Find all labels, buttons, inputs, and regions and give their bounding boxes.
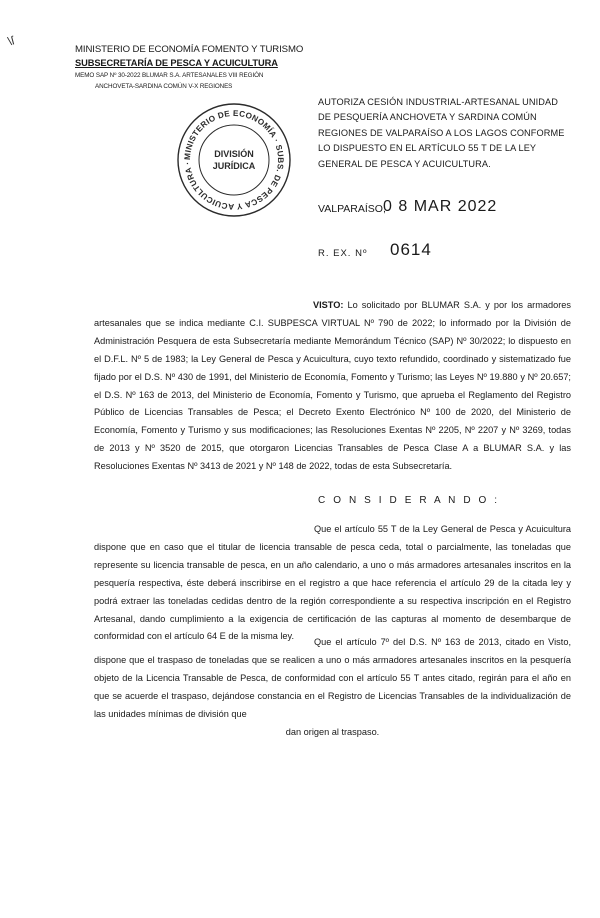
stamp-ring-text: MINISTERIO DE ECONOMÍA · SUBS. DE PESCA Y ACUICULTURA · (182, 108, 286, 212)
visto-paragraph (94, 297, 571, 476)
resolution-title: AUTORIZA CESIÓN INDUSTRIAL-ARTESANAL UNIDAD DE PESQUERÍA ANCHOVETA Y SARDINA COMÚN REGIONES DE VALPARAÍSO A LOS LAGOS CONFORME LO DISPUESTO EN EL ARTÍCULO 55 T DE LA LEY GENERAL DE PESCA Y ACUICULTURA. (318, 97, 565, 169)
corner-handwritten-mark: \ſ (6, 33, 16, 49)
considerando-paragraph-1 (94, 521, 571, 646)
considerando-heading: C O N S I D E R A N D O : (318, 495, 500, 506)
stamp-line1: DIVISIÓN (214, 149, 254, 159)
stamp-outer-ring (178, 104, 290, 216)
resolution-rex-label: R. EX. Nº (318, 248, 368, 259)
ministry-name: MINISTERIO DE ECONOMÍA FOMENTO Y TURISMO (75, 44, 304, 55)
division-juridica-stamp (174, 100, 294, 220)
visto-label: VISTO: (313, 300, 344, 310)
subsecretaria-name: SUBSECRETARÍA DE PESCA Y ACUICULTURA (75, 58, 278, 68)
resolution-rex-number: 0614 (390, 240, 432, 259)
resolution-city: VALPARAÍSO, (318, 203, 386, 215)
considerando-text-2: Que el artículo 7º del D.S. Nº 163 de 2013, citado en Visto, dispone que el traspaso de toneladas que se realicen a uno o más armadores artesanales inscritos en la pesquería objeto de la Licencia Transable de Pesca, de conformidad con el artículo 55 T antes citado, regirán para el año en que se acuerde el traspaso, dejándose constancia en el Registro de Licencias Transables de la individualización de las unidades mínimas de división que (94, 637, 571, 719)
stamp-line2: JURÍDICA (212, 161, 256, 171)
resolution-date: 0 8 MAR 2022 (383, 198, 498, 215)
considerando-text-1: Que el artículo 55 T de la Ley General de Pesca y Acuicultura dispone que en caso que el titular de licencia transable de pesca ceda, total o parcialmente, las toneladas que represente su licencia transable de pesca, en un año calendario, a uno o más armadores artesanales inscritos en la pesquería respectiva, éste deberá inscribirse en el registro a que hace referencia el artículo 29 de la citada ley y podrá extraer las toneladas cedidas dentro de la región correspondiente a su respectiva inscripción en el Registro Artesanal, dando cumplimiento a la exigencia de certificación de las capturas al momento de desembarque de conformidad con el artículo 64 E de la misma ley. (94, 524, 571, 642)
considerando-text-2-last-line: dan origen al traspaso. (285, 726, 380, 737)
memo-reference-line1: MEMO SAP Nº 30-2022 BLUMAR S.A. ARTESANALES VIII REGIÓN (75, 72, 264, 79)
considerando-paragraph-2 (94, 634, 571, 741)
memo-reference-line2: ANCHOVETA-SARDINA COMÚN V-X REGIONES (95, 83, 233, 90)
stamp-inner-ring (199, 125, 269, 195)
visto-text: Lo solicitado por BLUMAR S.A. y por los armadores artesanales que se indica mediante C.I. SUBPESCA VIRTUAL Nº 790 de 2022; lo informado por la División de Administración Pesquera de esta Subsecretaría mediante Memorándum Técnico (SAP) Nº 30/2022; lo dispuesto en el D.F.L. Nº 5 de 1983; la Ley General de Pesca y Acuicultura, cuyo texto refundido, coordinado y sistematizado fue fijado por el D.S. Nº 430 de 1991, del Ministerio de Economía, Fomento y Turismo; las Leyes Nº 19.880 y Nº 20.657; el D.S. Nº 163 de 2013, del Ministerio de Economía, Fomento y Turismo, que aprueba el Reglamento del Registro Público de Licencias Transables de Pesca; el Decreto Exento Electrónico Nº 100 de 2020, del Ministerio de Economía, Fomento y Turismo y sus modificaciones; las Resoluciones Exentas Nº 2205, Nº 2207 y Nº 3269, todas de 2013 y Nº 3520 de 2015, que otorgaron Licencias Transables de Pesca Clase A a BLUMAR S.A. y las Resoluciones Exentas Nº 3413 de 2021 y Nº 148 de 2022, todas de esta Subsecretaría. (94, 300, 571, 472)
stamp-seal (174, 100, 294, 220)
svg-text:MINISTERIO DE ECONOMÍA · SUBS. (183, 109, 285, 211)
